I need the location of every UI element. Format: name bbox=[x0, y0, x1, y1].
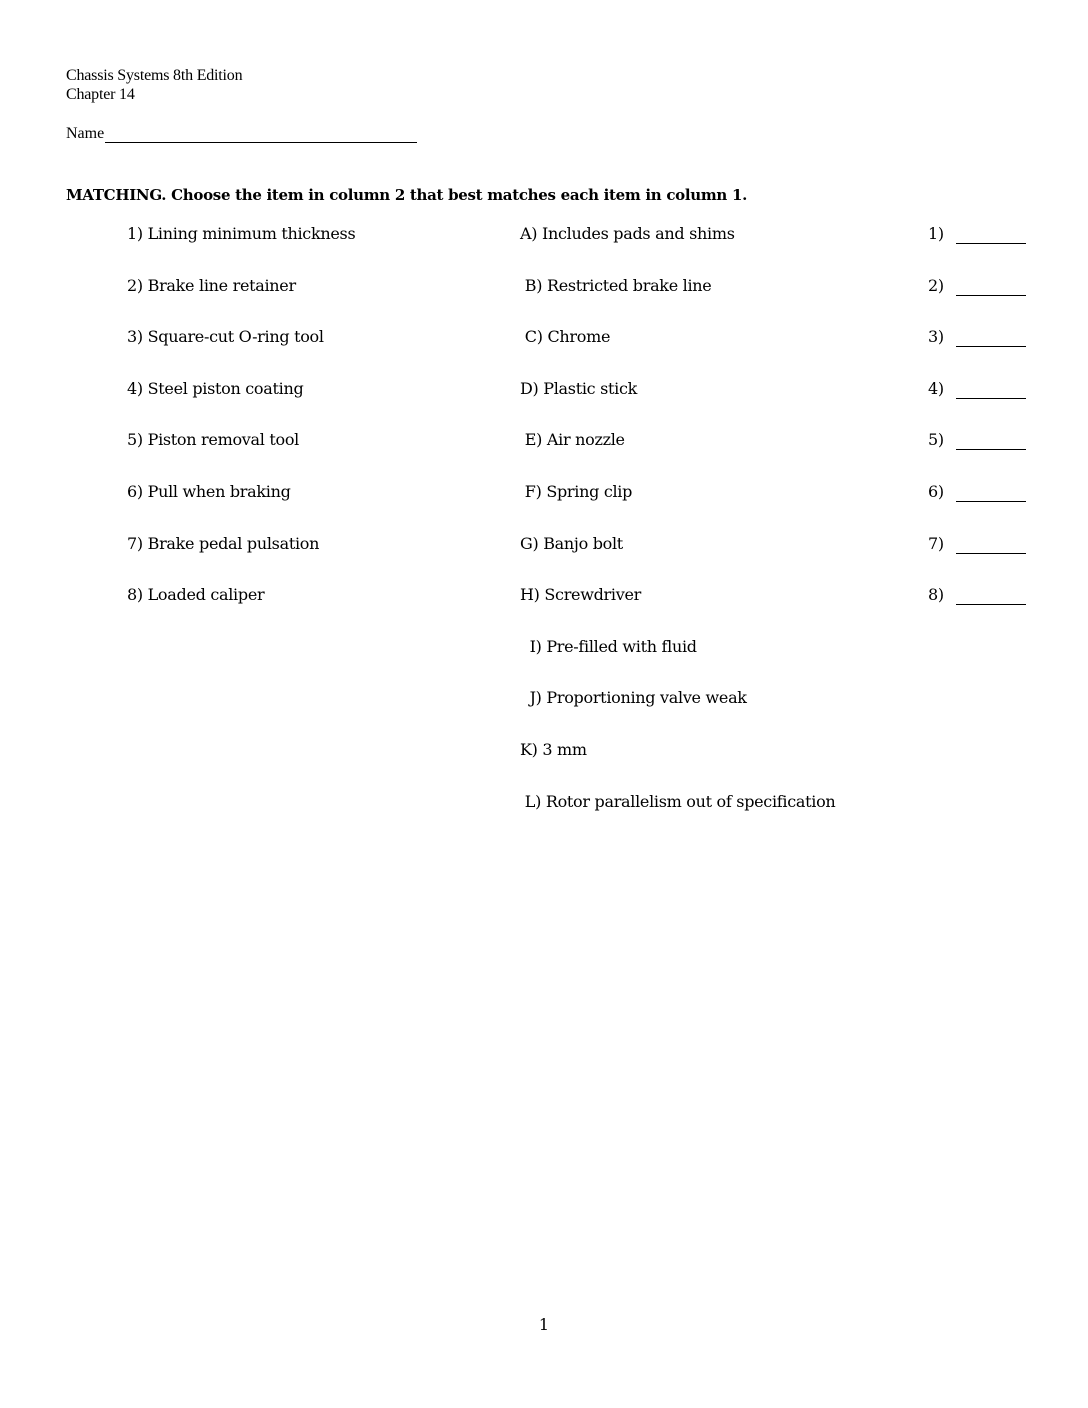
column-2-item: A) Includes pads and shims bbox=[520, 224, 735, 243]
answer-blank[interactable] bbox=[956, 501, 1026, 502]
column-2-item: F) Spring clip bbox=[520, 482, 633, 501]
answer-blank[interactable] bbox=[956, 398, 1026, 399]
column-1-item: 7) Brake pedal pulsation bbox=[127, 533, 320, 553]
column-1-item: 6) Pull when braking bbox=[127, 482, 291, 501]
name-field[interactable] bbox=[105, 125, 417, 143]
answer-number: 3) bbox=[928, 327, 944, 347]
answer-number: 5) bbox=[928, 430, 944, 450]
column-1-item: 1) Lining minimum thickness bbox=[127, 224, 356, 243]
column-2-item: B) Restricted brake line bbox=[520, 275, 712, 295]
answer-number: 8) bbox=[928, 585, 944, 605]
column-2-item: L) Rotor parallelism out of specification bbox=[520, 791, 836, 811]
matching-instructions: MATCHING. Choose the item in column 2 that best matches each item in column 1. bbox=[66, 186, 748, 204]
book-title: Chassis Systems 8th Edition bbox=[66, 67, 243, 84]
column-2-item: H) Screwdriver bbox=[520, 585, 641, 605]
column-2-item: J) Proportioning valve weak bbox=[520, 688, 747, 708]
column-2-item: C) Chrome bbox=[520, 327, 611, 347]
column-1-item: 8) Loaded caliper bbox=[127, 585, 265, 605]
answer-number: 7) bbox=[928, 533, 944, 553]
answer-number: 6) bbox=[928, 482, 944, 501]
answer-blank[interactable] bbox=[956, 346, 1026, 347]
column-2-item: D) Plastic stick bbox=[520, 378, 637, 398]
column-1-item: 3) Square-cut O-ring tool bbox=[127, 327, 324, 347]
answer-blank[interactable] bbox=[956, 243, 1026, 244]
column-2-item: G) Banjo bolt bbox=[520, 533, 623, 553]
page-number: 1 bbox=[538, 1315, 550, 1334]
answer-blank[interactable] bbox=[956, 449, 1026, 450]
answer-blank[interactable] bbox=[956, 295, 1026, 296]
column-1-item: 5) Piston removal tool bbox=[127, 430, 299, 450]
column-1-item: 2) Brake line retainer bbox=[127, 275, 296, 295]
answer-number: 2) bbox=[928, 275, 944, 295]
column-1-item: 4) Steel piston coating bbox=[127, 378, 304, 398]
column-2-item: K) 3 mm bbox=[520, 740, 587, 759]
column-2-item: I) Pre-filled with fluid bbox=[520, 636, 697, 656]
answer-blank[interactable] bbox=[956, 553, 1026, 554]
answer-number: 1) bbox=[928, 224, 944, 243]
answer-blank[interactable] bbox=[956, 604, 1026, 605]
name-label: Name bbox=[66, 125, 105, 142]
name-row bbox=[66, 125, 417, 143]
chapter-label: Chapter 14 bbox=[66, 86, 135, 103]
answer-number: 4) bbox=[928, 378, 944, 398]
column-2-item: E) Air nozzle bbox=[520, 430, 625, 450]
